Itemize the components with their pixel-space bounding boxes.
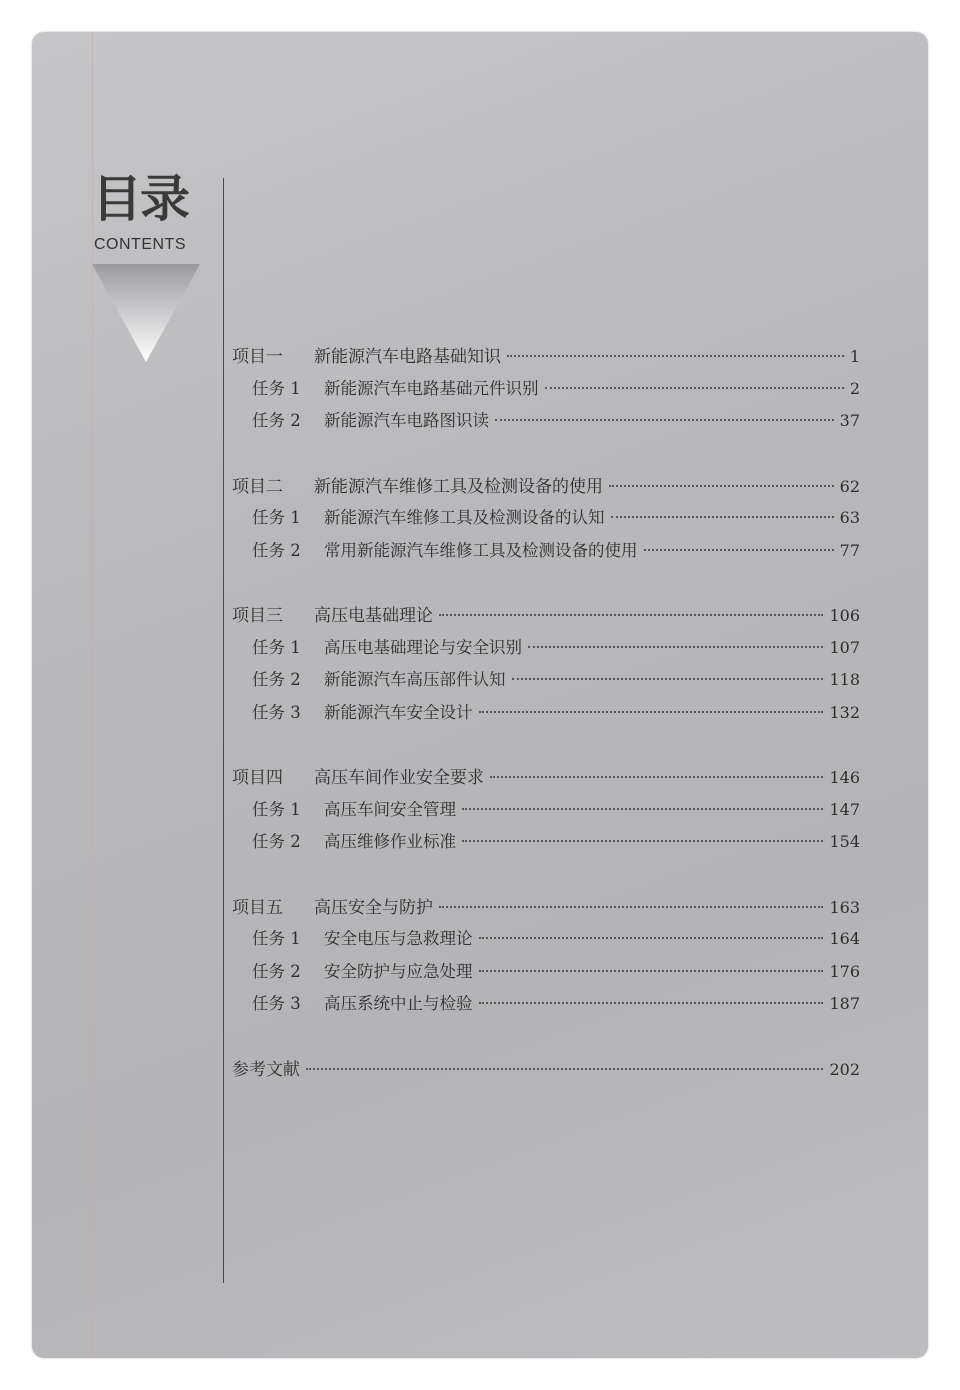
leader-dots: [528, 646, 823, 648]
toc-task[interactable]: [232, 407, 860, 440]
page-number: 37: [839, 411, 860, 430]
task-title: 新能源汽车维修工具及检测设备的认知: [324, 508, 605, 527]
task-title: 高压系统中止与检验: [324, 994, 473, 1013]
project-label: 项目二: [232, 476, 283, 497]
page-number: 107: [829, 637, 860, 657]
leader-dots: [490, 776, 823, 778]
page-number: 146: [829, 768, 860, 787]
toc-task[interactable]: [232, 375, 860, 408]
project-label: 项目三: [232, 606, 283, 626]
project-label: 项目五: [232, 897, 283, 918]
leader-dots: [609, 485, 834, 487]
page-number: 77: [839, 540, 860, 560]
leader-dots: [495, 419, 834, 421]
toc-task[interactable]: [232, 990, 860, 1023]
page-number: 63: [839, 508, 860, 527]
project-title: 新能源汽车维修工具及检测设备的使用: [314, 476, 603, 497]
page-number: 106: [829, 606, 860, 625]
leader-dots: [545, 387, 844, 389]
task-title: 新能源汽车电路图识读: [324, 411, 489, 430]
task-label: 任务 2: [252, 670, 301, 689]
page-number: 202: [829, 1059, 860, 1079]
toc-page: [32, 32, 928, 1358]
leader-dots: [611, 516, 834, 518]
triangle-decoration-icon: [92, 264, 200, 362]
page-number: 1: [849, 347, 860, 366]
references-title: 参考文献: [232, 1059, 300, 1080]
task-title: 新能源汽车电路基础元件识别: [324, 378, 539, 398]
toc-task[interactable]: [232, 796, 860, 829]
task-title: 高压车间安全管理: [324, 799, 456, 819]
page-number: 176: [829, 961, 860, 981]
margin-rule: [92, 32, 93, 1358]
toc-task[interactable]: [232, 504, 860, 537]
leader-dots: [462, 840, 823, 842]
leader-dots: [507, 355, 844, 357]
task-title: 高压电基础理论与安全识别: [324, 637, 522, 657]
task-title: 新能源汽车高压部件认知: [324, 670, 506, 689]
page-number: 118: [829, 670, 860, 689]
page-number: 2: [849, 378, 860, 398]
toc-task[interactable]: [232, 537, 860, 570]
task-title: 安全防护与应急处理: [324, 961, 473, 981]
page-number: 147: [829, 799, 860, 819]
task-title: 高压维修作业标准: [324, 832, 456, 851]
task-label: 任务 1: [252, 929, 301, 948]
toc-task[interactable]: [232, 699, 860, 732]
page-number: 163: [829, 897, 860, 917]
task-title: 常用新能源汽车维修工具及检测设备的使用: [324, 540, 638, 560]
toc-task[interactable]: [232, 634, 860, 667]
leader-dots: [479, 970, 824, 972]
leader-dots: [512, 678, 824, 680]
leader-dots: [479, 711, 824, 713]
toc-task[interactable]: [232, 958, 860, 991]
toc-task[interactable]: [232, 666, 860, 699]
leader-dots: [462, 808, 823, 810]
project-title: 高压车间作业安全要求: [314, 768, 484, 788]
leader-dots: [439, 614, 823, 616]
leader-dots: [644, 549, 834, 551]
project-label: 项目四: [232, 768, 283, 788]
task-label: 任务 1: [252, 508, 301, 527]
task-label: 任务 3: [252, 702, 301, 722]
leader-dots: [306, 1068, 823, 1070]
task-label: 任务 1: [252, 799, 301, 819]
page-number: 154: [829, 832, 860, 851]
task-label: 任务 1: [252, 637, 301, 657]
page-title: 目录: [92, 170, 188, 228]
toc-task[interactable]: [232, 828, 860, 861]
task-title: 新能源汽车安全设计: [324, 702, 473, 722]
toc-task[interactable]: [232, 925, 860, 958]
task-title: 安全电压与急救理论: [324, 929, 473, 948]
toc-project-3[interactable]: [232, 601, 860, 634]
task-label: 任务 2: [252, 540, 301, 560]
toc-project-5[interactable]: [232, 893, 860, 926]
task-label: 任务 2: [252, 961, 301, 981]
toc-references[interactable]: [232, 1055, 860, 1088]
leader-dots: [479, 937, 824, 939]
page-number: 187: [829, 994, 860, 1013]
page-number: 132: [829, 702, 860, 722]
project-title: 新能源汽车电路基础知识: [314, 347, 501, 367]
toc-list: [232, 342, 860, 1087]
page-number: 164: [829, 929, 860, 948]
leader-dots: [479, 1002, 824, 1004]
toc-project-1[interactable]: [232, 342, 860, 375]
task-label: 任务 3: [252, 994, 301, 1013]
project-title: 高压电基础理论: [314, 606, 433, 626]
task-label: 任务 1: [252, 378, 301, 398]
toc-project-4[interactable]: [232, 763, 860, 796]
project-label: 项目一: [232, 347, 283, 367]
page-subtitle: CONTENTS: [94, 236, 186, 253]
project-title: 高压安全与防护: [314, 897, 433, 918]
task-label: 任务 2: [252, 832, 301, 851]
task-label: 任务 2: [252, 411, 301, 430]
vertical-divider: [223, 178, 224, 1283]
toc-project-2[interactable]: [232, 472, 860, 505]
page-number: 62: [839, 476, 860, 496]
leader-dots: [439, 906, 823, 908]
